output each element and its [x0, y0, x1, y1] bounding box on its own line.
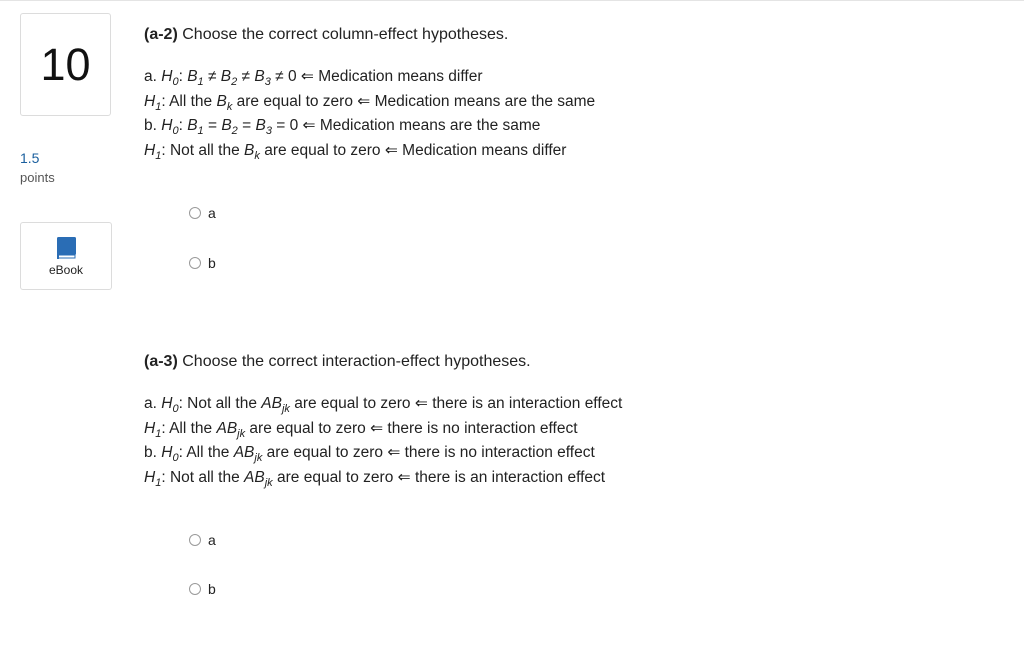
- implies-arrow: ⇐: [357, 92, 371, 110]
- hypothesis-symbol: H: [161, 117, 173, 135]
- hypothesis-line: [144, 417, 622, 442]
- top-divider: [0, 0, 1024, 1]
- points-info: [20, 149, 55, 187]
- line-text: : All the: [161, 419, 217, 437]
- hypothesis-meaning: there is no interaction effect: [387, 419, 578, 437]
- hypothesis-line: [144, 466, 622, 491]
- part-a2-title: [144, 24, 595, 46]
- hypothesis-expression: $AB_{jk}$: [233, 444, 263, 465]
- radio-button[interactable]: [189, 583, 201, 595]
- implies-arrow: ⇐: [384, 142, 398, 160]
- hypothesis-expression: $B_1$: [187, 117, 204, 138]
- hypothesis-subscript: 1: [155, 100, 162, 113]
- line-text: : All the: [178, 444, 234, 462]
- line-text: : Not all the: [161, 142, 245, 160]
- part-a2: [144, 24, 595, 164]
- line-prefix: a.: [144, 68, 162, 85]
- part-a3-option-a[interactable]: [189, 532, 216, 548]
- hypothesis-expression: $AB_{jk}$: [244, 469, 273, 490]
- hypothesis-subscript: 1: [155, 427, 162, 440]
- line-text: are equal to zero: [259, 142, 381, 160]
- hypothesis-symbol: H: [144, 92, 156, 110]
- option-label: b: [208, 255, 216, 271]
- ebook-button[interactable]: [20, 222, 112, 290]
- book-icon: [57, 237, 76, 259]
- ebook-label: eBook: [48, 263, 84, 277]
- hypothesis-line: [144, 392, 622, 417]
- option-label: b: [208, 581, 216, 597]
- hypothesis-meaning: there is an interaction effect: [432, 395, 623, 412]
- line-prefix: b.: [144, 117, 162, 135]
- part-a2-label: (a-2): [144, 26, 178, 43]
- hypothesis-subscript: 0: [172, 403, 179, 415]
- hypothesis-symbol: H: [144, 469, 156, 487]
- line-text: : Not all the: [178, 395, 262, 412]
- points-label: points: [20, 170, 55, 185]
- hypothesis-expression: $AB_{jk}$: [261, 395, 290, 415]
- hypothesis-expression: $AB_{jk}$: [216, 419, 246, 440]
- part-a3-hypotheses: [144, 392, 622, 491]
- hypothesis-meaning: there is an interaction effect: [414, 469, 606, 487]
- hypothesis-symbol: H: [161, 444, 173, 462]
- hypothesis-meaning: Medication means differ: [318, 68, 483, 85]
- hypothesis-symbol: H: [161, 395, 173, 412]
- part-a3: [144, 351, 622, 491]
- part-a2-hypotheses: [144, 65, 595, 164]
- part-a2-option-b[interactable]: [189, 255, 216, 271]
- hypothesis-meaning: Medication means differ: [402, 142, 567, 160]
- radio-button[interactable]: [189, 534, 201, 546]
- radio-button[interactable]: [189, 207, 201, 219]
- part-a3-title: [144, 351, 622, 373]
- hypothesis-line: [144, 139, 595, 164]
- hypothesis-line: a. $H_0$: $B_1 \ne B_2 \ne B_3 \ne 0$ ⇐ Medication means differ: [144, 68, 483, 88]
- hypothesis-line: [144, 90, 595, 115]
- hypothesis-subscript: 0: [172, 76, 179, 88]
- hypothesis-meaning: Medication means are the same: [319, 117, 541, 135]
- hypothesis-meaning: there is no interaction effect: [404, 444, 595, 462]
- hypothesis-symbol: H: [161, 68, 173, 85]
- points-value: 1.5: [20, 150, 40, 166]
- implies-arrow: ⇐: [387, 444, 401, 462]
- hypothesis-line: [144, 441, 622, 466]
- hypothesis-symbol: H: [144, 419, 156, 437]
- implies-arrow: ⇐: [300, 68, 314, 85]
- hypothesis-meaning: Medication means are the same: [374, 92, 596, 110]
- line-text: are equal to zero: [272, 469, 394, 487]
- hypothesis-expression: $B_1$: [187, 68, 204, 88]
- hypothesis-subscript: 1: [155, 150, 162, 163]
- part-a3-label: (a-3): [144, 353, 178, 370]
- hypothesis-expression: $B_k$: [216, 92, 233, 113]
- option-label: a: [208, 532, 216, 548]
- hypothesis-subscript: 0: [172, 125, 179, 138]
- implies-arrow: ⇐: [414, 395, 428, 412]
- part-a3-prompt: Choose the correct interaction-effect hypotheses.: [182, 353, 531, 370]
- hypothesis-line: b. $H_0$: $B_1 = B_2 = B_3 = 0$ ⇐ Medication means are the same: [144, 117, 541, 138]
- hypothesis-subscript: 1: [155, 477, 162, 490]
- line-text: are equal to zero: [245, 419, 366, 437]
- question-number: 10: [20, 13, 111, 116]
- line-text: : Not all the: [161, 469, 245, 487]
- line-prefix: a.: [144, 395, 162, 412]
- line-text: : All the: [161, 92, 217, 110]
- hypothesis-subscript: 0: [172, 452, 179, 465]
- implies-arrow: ⇐: [370, 419, 384, 437]
- option-label: a: [208, 205, 216, 221]
- part-a2-prompt: Choose the correct column-effect hypotheses.: [182, 26, 509, 43]
- part-a3-option-b[interactable]: [189, 581, 216, 597]
- implies-arrow: ⇐: [397, 469, 411, 487]
- hypothesis-symbol: H: [144, 142, 156, 160]
- part-a2-option-a[interactable]: [189, 205, 216, 221]
- line-text: are equal to zero: [232, 92, 353, 110]
- implies-arrow: ⇐: [302, 117, 316, 135]
- line-text: are equal to zero: [289, 395, 411, 412]
- radio-button[interactable]: [189, 257, 201, 269]
- line-prefix: b.: [144, 444, 162, 462]
- hypothesis-expression: $B_k$: [244, 142, 260, 163]
- line-text: are equal to zero: [262, 444, 383, 462]
